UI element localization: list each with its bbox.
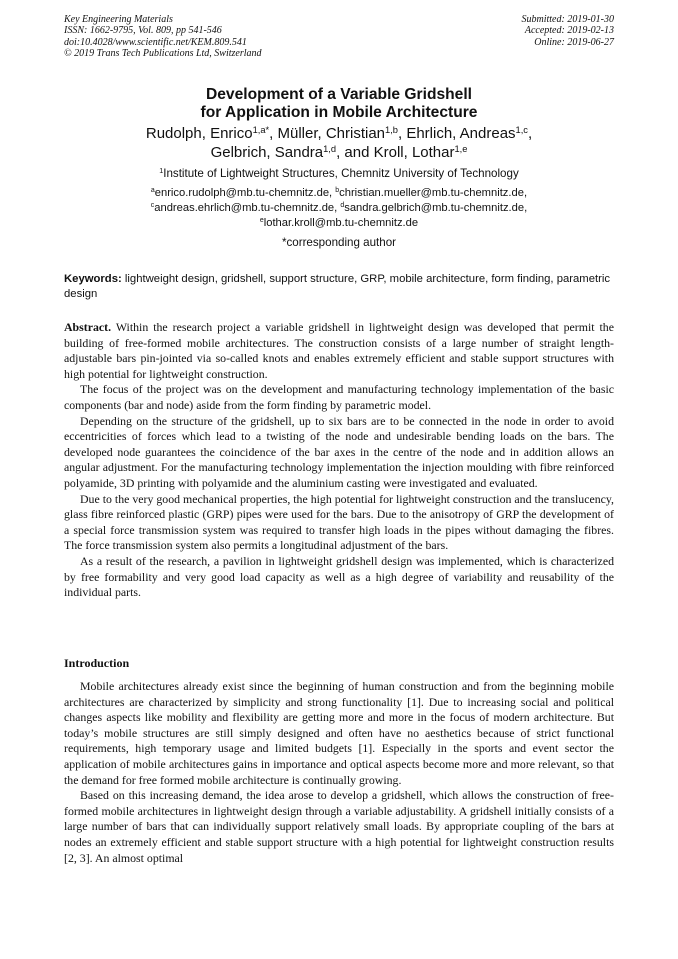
section-heading: Introduction (64, 656, 130, 670)
author-separator: , and (336, 144, 374, 161)
title-line-1: Development of a Variable Gridshell (205, 86, 473, 103)
paper-title (64, 86, 614, 122)
email-line-1 (64, 186, 614, 201)
email-link[interactable]: christian.mueller@mb.tu-chemnitz.de (339, 187, 524, 199)
email-superscript: c (150, 202, 155, 210)
submitted-date: Submitted: 2019-01-30 (521, 14, 614, 25)
email-separator: , (523, 187, 528, 199)
email-line-2 (64, 201, 614, 216)
author-name: Gelbrich, Sandra (210, 144, 324, 161)
email-superscript: d (340, 202, 345, 210)
keywords (64, 272, 616, 302)
journal-info (64, 14, 262, 60)
email-link[interactable]: lothar.kroll@mb.tu-chemnitz.de (263, 217, 419, 229)
abstract-label: Abstract. (64, 320, 112, 334)
author-separator: , (397, 125, 407, 142)
email-superscript: e (259, 217, 264, 225)
author-superscript: 1,b (385, 124, 398, 135)
title-line-2: for Application in Mobile Architecture (200, 104, 478, 121)
email-line-3 (64, 216, 614, 231)
abstract-text: Within the research project a variable gridshell in lightweight design was developed that permit the building of free-formed mobile architectures. The construction consists of a large number of straight length-adjustable bars pin-jointed via so-called knots and enables extremely efficient and stable support structures with high potential for lightweight construction. (64, 320, 614, 381)
email-separator: , (329, 187, 336, 199)
introduction-paragraph: Mobile architectures already exist since the beginning of human construction and from the beginning mobile architectures are characterized by simplicity and strong functionality [1]. Due to increasing social and political changes aspects like mobility and flexibility are getting more and more in the focus of modern architecture. But today’s mobile structures are still simply designed and often have no aesthetics because of strict functional requirements, high temporary usage and limited budgets [1]. Especially in the sports and event sector the application of mobile architectures gains in importance and optical aspects become more and more relevant, so that the demand for free formed mobile architecture is continually growing. (64, 679, 614, 787)
email-separator: , (334, 202, 341, 214)
accepted-date: Accepted: 2019-02-13 (524, 25, 614, 37)
author-separator: , (527, 125, 533, 142)
email-link[interactable]: andreas.ehrlich@mb.tu-chemnitz.de (154, 202, 335, 214)
journal-name: Key Engineering Materials (64, 14, 173, 25)
affiliation (64, 167, 614, 181)
author-separator: , (269, 125, 278, 142)
affiliation-superscript: 1 (159, 166, 164, 176)
email-superscript: b (335, 187, 340, 195)
keywords-text: lightweight design, gridshell, support structure, GRP, mobile architecture, form finding, parametric design (64, 273, 611, 300)
introduction-section (64, 679, 614, 866)
submission-dates (522, 14, 615, 48)
author-name: Ehrlich, Andreas (406, 125, 516, 142)
keywords-label: Keywords: (64, 273, 122, 285)
author-superscript: 1,e (454, 143, 468, 154)
email-link[interactable]: sandra.gelbrich@mb.tu-chemnitz.de (344, 202, 525, 214)
author-list (64, 124, 614, 162)
email-link[interactable]: enrico.rudolph@mb.tu-chemnitz.de (154, 187, 330, 199)
affiliation-text: Institute of Lightweight Structures, Chemnitz University of Technology (163, 167, 519, 180)
author-name: Müller, Christian (277, 125, 386, 142)
author-superscript: 1,d (323, 143, 337, 154)
author-name: Kroll, Lothar (373, 144, 455, 161)
author-line-1 (64, 124, 614, 143)
email-list (64, 186, 614, 231)
author-line-2 (64, 143, 614, 162)
corresponding-author-note: *corresponding author (281, 236, 397, 249)
author-superscript: 1,c (515, 124, 528, 135)
abstract-paragraph: The focus of the project was on the development and manufacturing technology implementation of the basic components (bar and node) aside from the form finding by parametric model. (64, 382, 614, 412)
issn-line: ISSN: 1662-9795, Vol. 809, pp 541-546 (64, 25, 222, 37)
author-name: Rudolph, Enrico (145, 125, 253, 142)
abstract (64, 320, 614, 601)
abstract-paragraph: Depending on the structure of the gridshell, up to six bars are to be connected in the node in order to avoid eccentricities of forces which lead to a twisting of the node and undesirable bending loads on the bars. The developed node guarantees the coincidence of the bar axes in the centre of the node and in addition allows an angular adjustment. For the manufacturing technology implementation the injection moulding with fibre reinforced polyamide, 3D printing with polyamide and the aluminium casting were investigated and evaluated. (64, 413, 614, 490)
email-separator: , (524, 202, 528, 214)
author-superscript: 1,a* (252, 124, 270, 135)
abstract-paragraph: As a result of the research, a pavilion in lightweight gridshell design was implemented, which is characterized by free formability and very good load capacity as well as a high degree of variability and reusability of the individual parts. (64, 553, 614, 600)
abstract-paragraph: Due to the very good mechanical properties, the high potential for lightweight construction and the translucency, glass fibre reinforced plastic (GRP) pipes were used for the bars. Due to the anisotropy of GRP the development of a special force transmission system was required to transfer high loads in the pipes without damaging the fibres. The force transmission system also permits a longitudinal adjustment of the bars. (64, 491, 614, 553)
introduction-paragraph: Based on this increasing demand, the idea arose to develop a gridshell, which allows the construction of free-formed mobile architectures in lightweight design through a variable adjustability. A gridshell initially consists of a large number of bars that can individually support relatively small loads. By appropriate coupling of the bars at nodes an extremely efficient and stable support structure with a high potential for lightweight construction results [2, 3]. An almost optimal (64, 788, 614, 865)
online-date: Online: 2019-06-27 (534, 36, 614, 48)
email-superscript: a (150, 187, 155, 195)
doi-line: doi:10.4028/www.scientific.net/KEM.809.541 (64, 36, 247, 48)
copyright-line: © 2019 Trans Tech Publications Ltd, Switzerland (64, 48, 262, 60)
abstract-paragraph (64, 320, 614, 382)
